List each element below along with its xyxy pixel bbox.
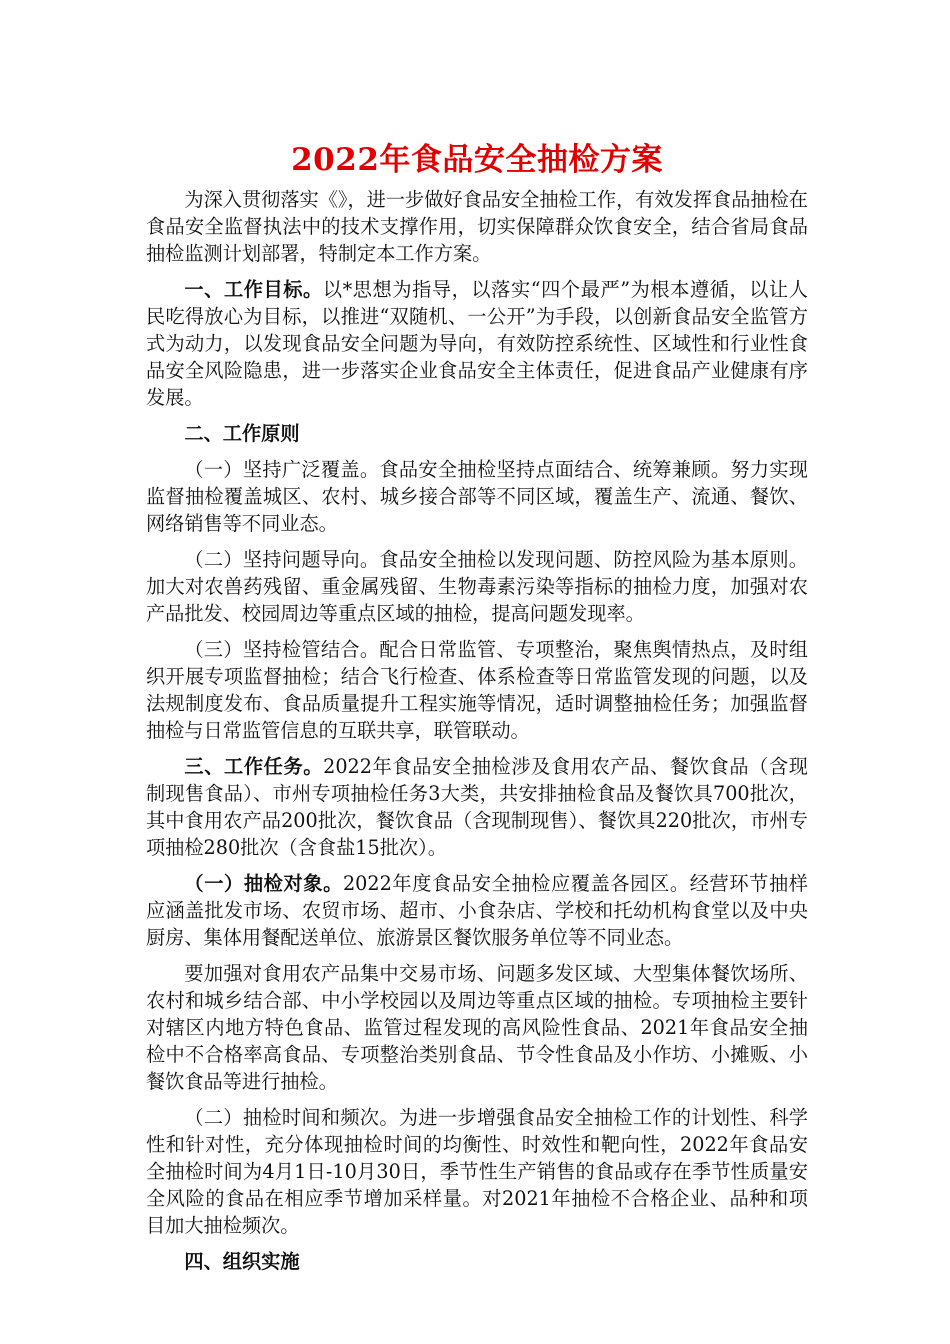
task-2-paragraph: （二）抽检时间和频次。为进一步增强食品安全抽检工作的计划性、科学性和针对性，充分体现抽检时间的均衡性、时效性和靶向性，2022年食品安全抽检时间为4月1日-10月30日，季节性生产销售的食品或存在季节性质量安全风险的食品在相应季节增加采样量。对2021年抽检不合格企业、品种和项目加大抽检频次。 xyxy=(146,1106,808,1237)
section-3-paragraph xyxy=(146,753,808,861)
section-3-heading: 三、工作任务。 xyxy=(184,755,324,778)
section-1-paragraph xyxy=(146,276,808,411)
principle-1-paragraph: （一）坚持广泛覆盖。食品安全抽检坚持点面结合、统筹兼顾。努力实现监督抽检覆盖城区、农村、城乡接合部等不同区域，覆盖生产、流通、餐饮、网络销售等不同业态。 xyxy=(146,458,808,535)
principle-3-paragraph: （三）坚持检管结合。配合日常监管、专项整治，聚焦舆情热点，及时组织开展专项监督抽检；结合飞行检查、体系检查等日常监管发现的问题，以及法规制度发布、食品质量提升工程实施等情况，适时调整抽检任务；加强监督抽检与日常监管信息的互联共享，联管联动。 xyxy=(146,638,808,742)
task-1-heading: （一）抽检对象。 xyxy=(184,872,343,895)
document-title: 2022年食品安全抽检方案 xyxy=(291,142,663,178)
section-1-heading: 一、工作目标。 xyxy=(184,278,323,301)
section-2-heading: 二、工作原则 xyxy=(184,422,300,445)
section-3-body: 2022年食品安全抽检涉及食用农产品、餐饮食品（含现制现售食品）、市州专项抽检任务3大类，共安排抽检食品及餐饮具700批次，其中食用农产品200批次，餐饮食品（含现制现售）、餐饮具220批次，市州专项抽检280批次（含食盐15批次）。 xyxy=(146,755,808,859)
principle-2-paragraph: （二）坚持问题导向。食品安全抽检以发现问题、防控风险为基本原则。加大对农兽药残留、重金属残留、生物毒素污染等指标的抽检力度，加强对农产品批发、校园周边等重点区域的抽检，提高问题发现率。 xyxy=(146,548,808,625)
task-1-detail-paragraph: 要加强对食用农产品集中交易市场、问题多发区域、大型集体餐饮场所、农村和城乡结合部、中小学校园以及周边等重点区域的抽检。专项抽检主要针对辖区内地方特色食品、监管过程发现的高风险性食品、2021年食品安全抽检中不合格率高食品、专项整治类别食品、节令性食品及小作坊、小摊贩、小餐饮食品等进行抽检。 xyxy=(146,962,808,1093)
task-1-paragraph xyxy=(146,870,808,951)
task-1-body: 2022年度食品安全抽检应覆盖各园区。经营环节抽样应涵盖批发市场、农贸市场、超市、小食杂店、学校和托幼机构食堂以及中央厨房、集体用餐配送单位、旅游景区餐饮服务单位等不同业态。 xyxy=(146,872,808,949)
intro-paragraph: 为深入贯彻落实《》，进一步做好食品安全抽检工作，有效发挥食品抽检在食品安全监督执法中的技术支撑作用，切实保障群众饮食安全，结合省局食品抽检监测计划部署，特制定本工作方案。 xyxy=(146,188,808,265)
section-4-heading: 四、组织实施 xyxy=(184,1250,300,1273)
section-1-body: 以*思想为指导，以落实“四个最严”为根本遵循，以让人民吃得放心为目标，以推进“双随机、一公开”为手段，以创新食品安全监管方式为动力，以发现食品安全问题为导向，有效防控系统性、区域性和行业性食品安全风险隐患，进一步落实企业食品安全主体责任，促进食品产业健康有序发展。 xyxy=(146,278,808,409)
